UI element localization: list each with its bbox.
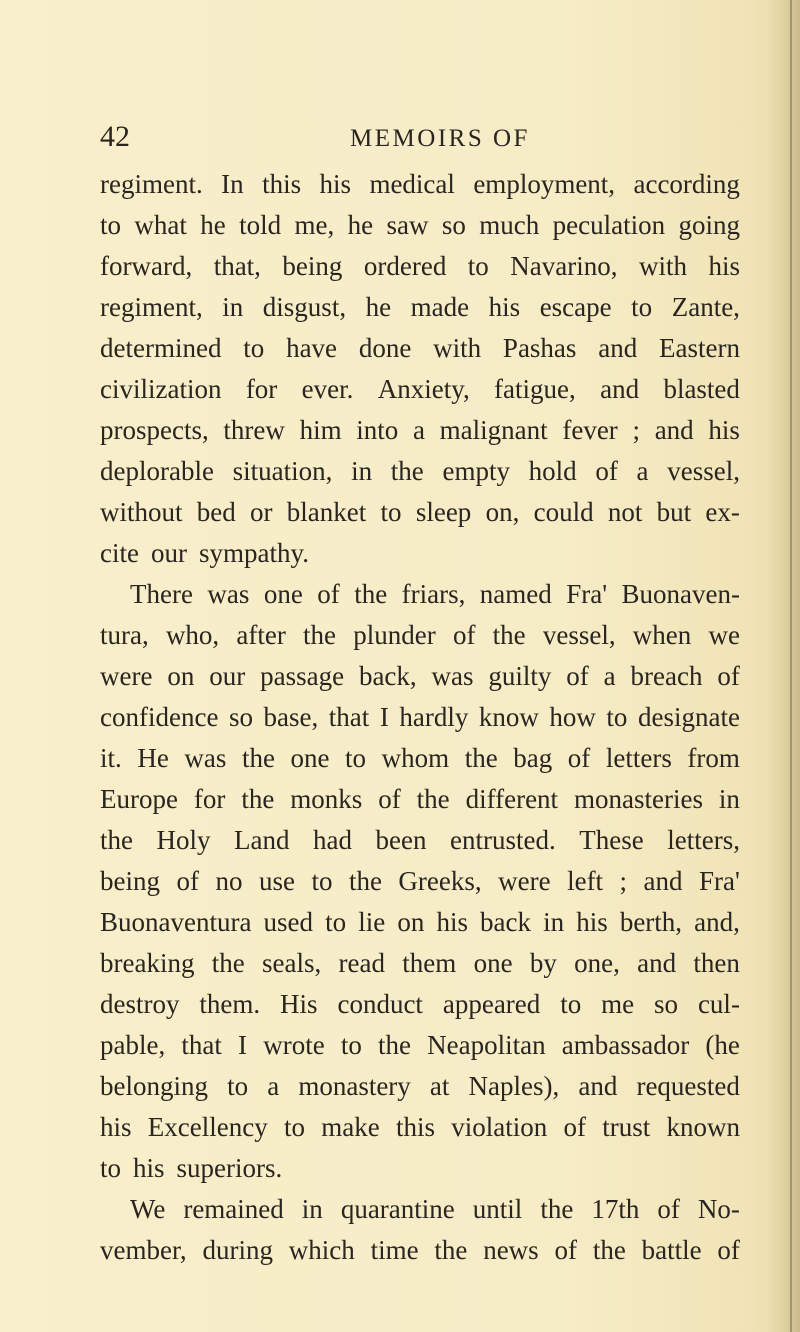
text-line: being of no use to the Greeks, were left ; and Fra' bbox=[100, 866, 740, 896]
text-line: destroy them. His conduct appeared to me so cul- bbox=[100, 989, 740, 1019]
text-line: forward, that, being ordered to Navarino, with his bbox=[100, 251, 740, 281]
text-line: were on our passage back, was guilty of a breach of bbox=[100, 661, 740, 691]
page-edge-shadow bbox=[766, 0, 800, 1332]
page-number: 42 bbox=[100, 120, 130, 153]
text-line: vember, during which time the news of the battle of bbox=[100, 1235, 740, 1265]
text-line: civilization for ever. Anxiety, fatigue, and blasted bbox=[100, 374, 740, 404]
text-line: it. He was the one to whom the bag of letters from bbox=[100, 743, 740, 773]
text-line: determined to have done with Pashas and Eastern bbox=[100, 333, 740, 363]
text-line: without bed or blanket to sleep on, could not but ex- bbox=[100, 497, 740, 527]
text-line: his Excellency to make this violation of trust known bbox=[100, 1112, 740, 1142]
text-line: belonging to a monastery at Naples), and requested bbox=[100, 1071, 740, 1101]
text-line: We remained in quarantine until the 17th of No- bbox=[130, 1194, 740, 1224]
text-line: Europe for the monks of the different monasteries in bbox=[100, 784, 740, 814]
text-line: There was one of the friars, named Fra' Buonaven- bbox=[130, 579, 740, 609]
body-text bbox=[100, 164, 740, 1271]
page-edge-line bbox=[790, 0, 792, 1332]
text-line: regiment. In this his medical employment, according bbox=[100, 169, 740, 199]
page-header bbox=[100, 117, 740, 157]
text-line: cite our sympathy. bbox=[100, 538, 309, 568]
text-line: the Holy Land had been entrusted. These letters, bbox=[100, 825, 740, 855]
text-line: Buonaventura used to lie on his back in his berth, and, bbox=[100, 907, 740, 937]
text-line: breaking the seals, read them one by one, and then bbox=[100, 948, 740, 978]
running-title: MEMOIRS OF bbox=[350, 125, 530, 152]
text-line: pable, that I wrote to the Neapolitan ambassador (he bbox=[100, 1030, 740, 1060]
text-line: prospects, threw him into a malignant fever ; and his bbox=[100, 415, 740, 445]
text-line: regiment, in disgust, he made his escape to Zante, bbox=[100, 292, 740, 322]
text-line: tura, who, after the plunder of the vessel, when we bbox=[100, 620, 740, 650]
text-line: to what he told me, he saw so much peculation going bbox=[100, 210, 740, 240]
text-line: to his superiors. bbox=[100, 1153, 283, 1183]
text-line: confidence so base, that I hardly know how to designate bbox=[100, 702, 740, 732]
text-line: deplorable situation, in the empty hold of a vessel, bbox=[100, 456, 740, 486]
